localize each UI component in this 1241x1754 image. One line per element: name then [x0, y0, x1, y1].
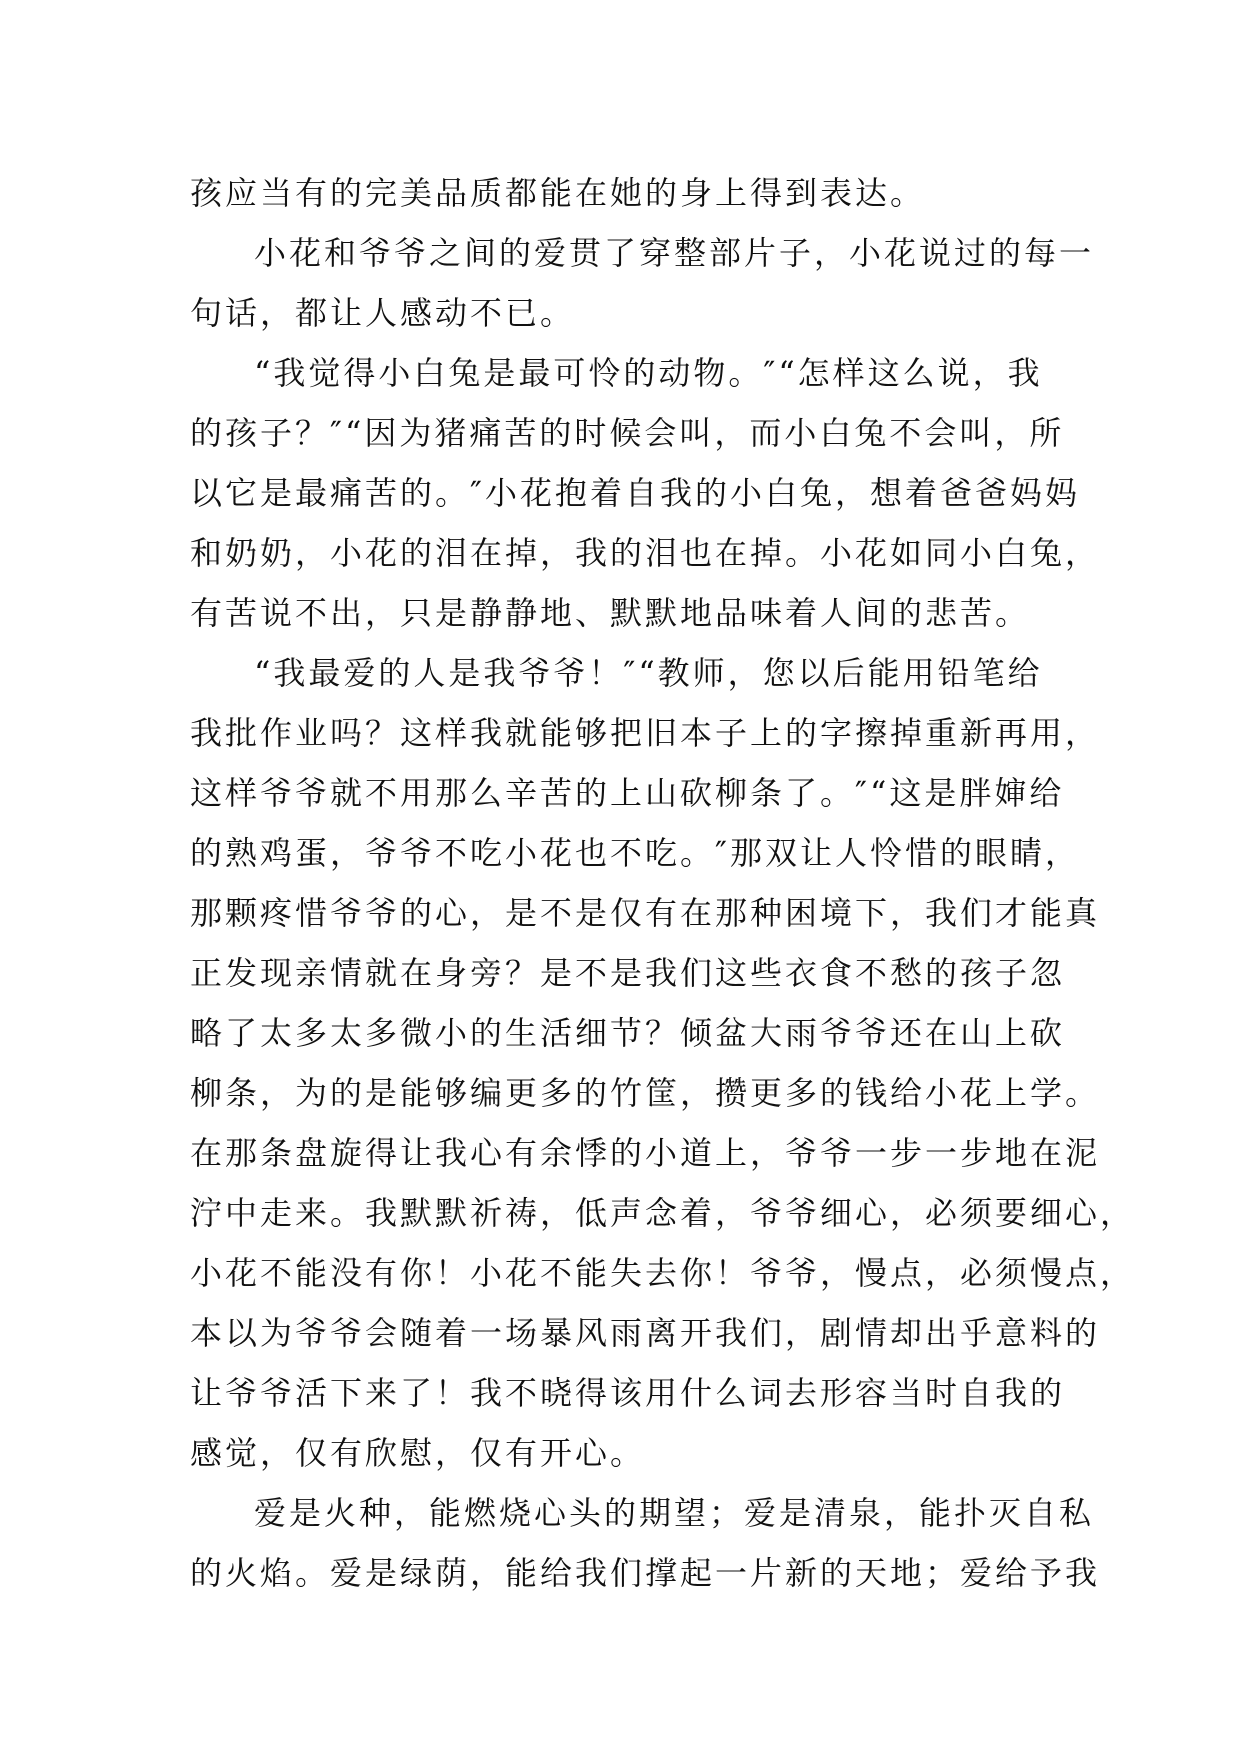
text-line: 孩应当有的完美品质都能在她的身上得到表达。 [190, 174, 926, 212]
text-line: 的火焰。爱是绿荫，能给我们撑起一片新的天地；爱给予我 [190, 1554, 1101, 1592]
text-line: 正发现亲情就在身旁？是不是我们这些衣食不愁的孩子忽 [190, 954, 1066, 992]
text-line: 和奶奶，小花的泪在掉，我的泪也在掉。小花如同小白兔， [190, 534, 1101, 572]
text-line: 感觉，仅有欣慰，仅有开心。 [190, 1434, 646, 1472]
text-line: 在那条盘旋得让我心有余悸的小道上，爷爷一步一步地在泥 [190, 1134, 1101, 1172]
text-line: 以它是最痛苦的。″小花抱着自我的小白兔，想着爸爸妈妈 [190, 474, 1080, 512]
text-line: 这样爷爷就不用那么辛苦的上山砍柳条了。″“这是胖婶给 [190, 774, 1065, 812]
text-line: 句话，都让人感动不已。 [190, 294, 576, 332]
text-line: 略了太多太多微小的生活细节？倾盆大雨爷爷还在山上砍 [190, 1014, 1066, 1052]
text-line: 小花和爷爷之间的爱贯了穿整部片子，小花说过的每一 [254, 234, 1095, 272]
text-line: 柳条，为的是能够编更多的竹筐，攒更多的钱给小花上学。 [190, 1074, 1101, 1112]
text-line: 泞中走来。我默默祈祷，低声念着，爷爷细心，必须要细心， [190, 1194, 1136, 1232]
text-line: 我批作业吗？这样我就能够把旧本子上的字擦掉重新再用， [190, 714, 1101, 752]
text-line: 让爷爷活下来了！我不晓得该用什么词去形容当时自我的 [190, 1374, 1066, 1412]
text-line: 的孩子？″“因为猪痛苦的时候会叫，而小白兔不会叫，所 [190, 414, 1065, 452]
text-line: 本以为爷爷会随着一场暴风雨离开我们，剧情却出乎意料的 [190, 1314, 1101, 1352]
document-body [190, 163, 1136, 1603]
text-line: 爱是火种，能燃烧心头的期望；爱是清泉，能扑灭自私 [254, 1494, 1095, 1532]
text-line: 小花不能没有你！小花不能失去你！爷爷，慢点，必须慢点， [190, 1254, 1136, 1292]
text-line: 那颗疼惜爷爷的心，是不是仅有在那种困境下，我们才能真 [190, 894, 1101, 932]
text-line: “我最爱的人是我爷爷！″“教师，您以后能用铅笔给 [254, 654, 1043, 692]
text-line: 有苦说不出，只是静静地、默默地品味着人间的悲苦。 [190, 594, 1031, 632]
text-line: 的熟鸡蛋，爷爷不吃小花也不吃。″那双让人怜惜的眼睛， [190, 834, 1080, 872]
text-line: “我觉得小白兔是最可怜的动物。″“怎样这么说，我 [254, 354, 1043, 392]
